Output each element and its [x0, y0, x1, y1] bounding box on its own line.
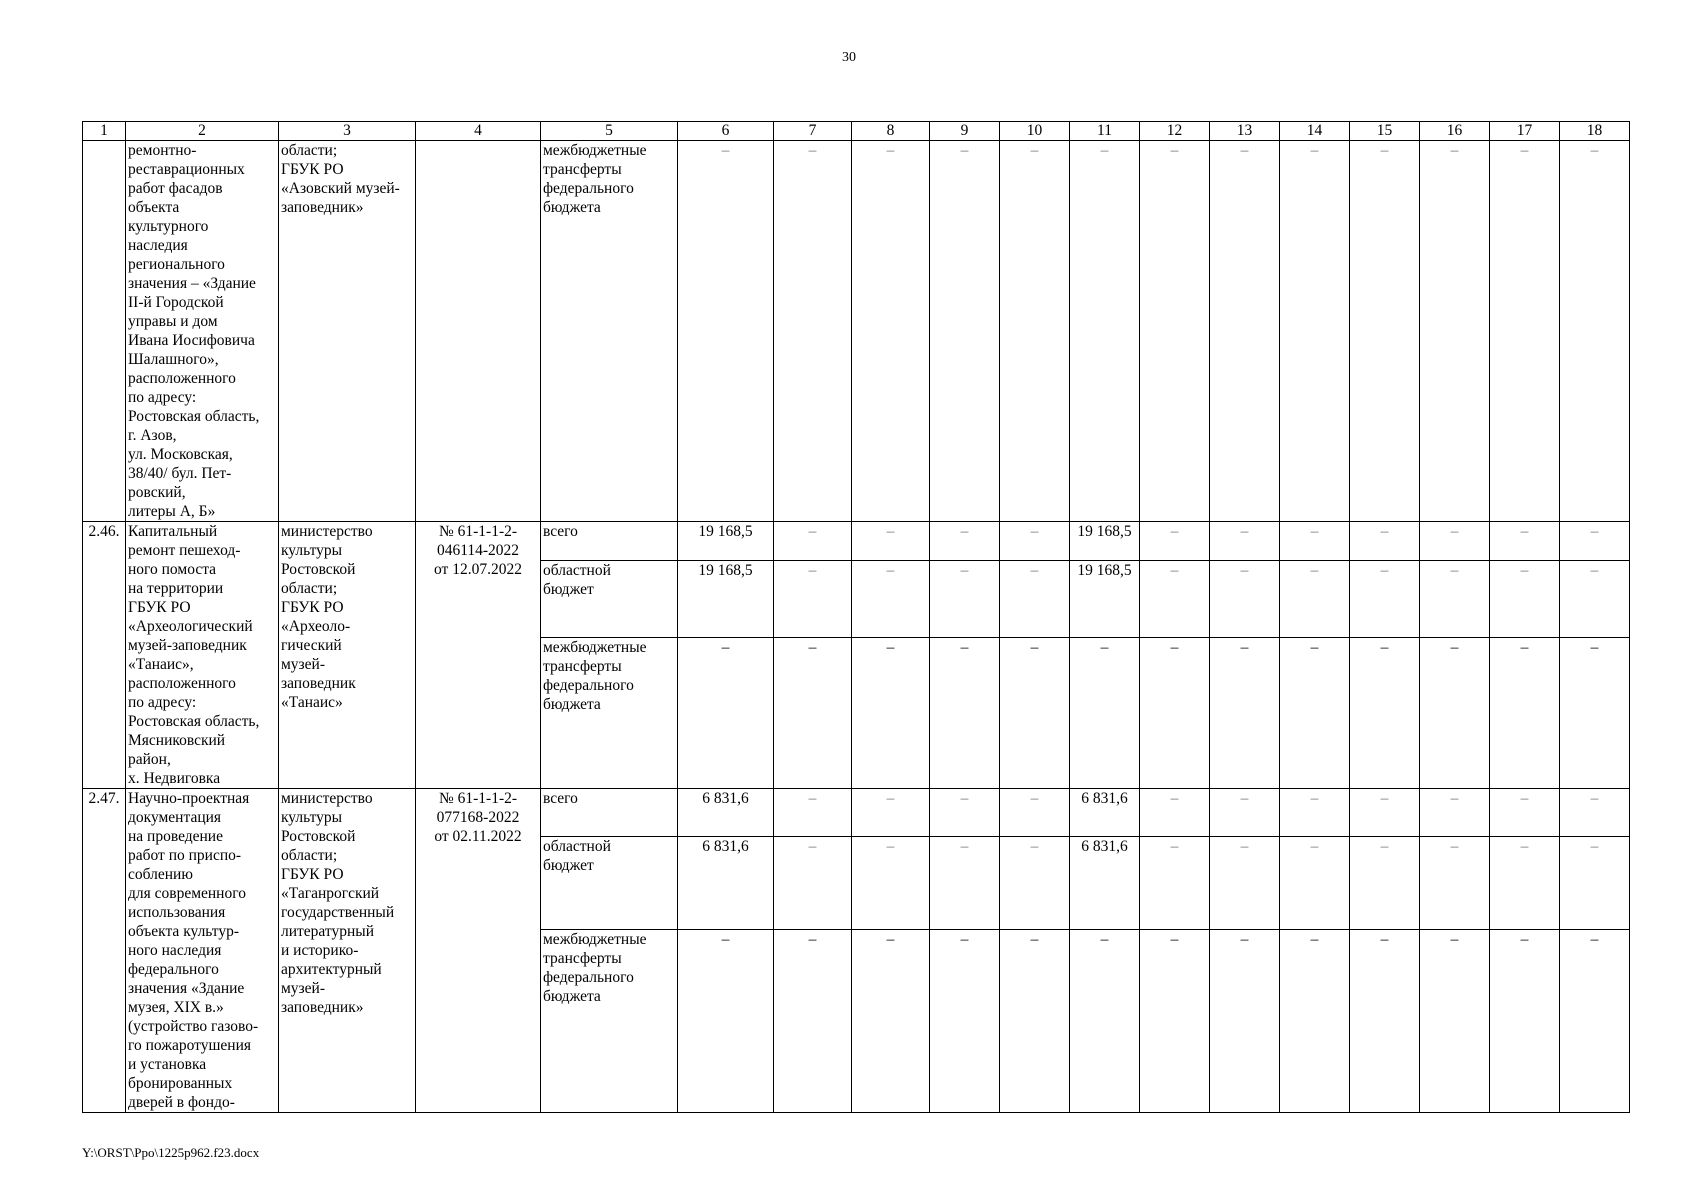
- value-cell-col-12: –: [1140, 836, 1210, 929]
- row-number-cell: 2.46.: [83, 522, 126, 789]
- value-cell-col-8: –: [852, 637, 930, 788]
- total-value-cell: –: [678, 637, 774, 788]
- column-number-3: 3: [279, 122, 416, 141]
- document-cell: [416, 141, 541, 522]
- value-cell-col-13: –: [1210, 561, 1280, 638]
- value-cell-col-8: –: [852, 522, 930, 561]
- funding-source-cell: областной бюджет: [541, 836, 678, 929]
- value-cell-col-11: –: [1070, 929, 1140, 1112]
- value-cell-col-9: –: [930, 561, 1000, 638]
- value-cell-col-7: –: [774, 637, 852, 788]
- value-cell-col-11: 19 168,5: [1070, 522, 1140, 561]
- value-cell-col-8: –: [852, 789, 930, 837]
- value-cell-col-18: –: [1560, 141, 1630, 522]
- value-cell-col-14: –: [1280, 637, 1350, 788]
- value-cell-col-18: –: [1560, 637, 1630, 788]
- column-number-7: 7: [774, 122, 852, 141]
- value-cell-col-15: –: [1350, 141, 1420, 522]
- value-cell-col-16: –: [1420, 561, 1490, 638]
- value-cell-col-7: –: [774, 789, 852, 837]
- value-cell-col-17: –: [1490, 522, 1560, 561]
- value-cell-col-16: –: [1420, 637, 1490, 788]
- value-cell-col-9: –: [930, 141, 1000, 522]
- column-number-18: 18: [1560, 122, 1630, 141]
- object-name-cell: ремонтно- реставрационных работ фасадов объекта культурного наследия регионального значения – «Здание II-й Городской управы и дом Ивана Иосифовича Шалашного», расположенного по адресу: Ростовская область, г. Азов, ул. Московская, 38/40/ бул. Пет- ровский, литеры А, Б»: [126, 141, 279, 522]
- total-value-cell: 19 168,5: [678, 522, 774, 561]
- value-cell-col-10: –: [1000, 789, 1070, 837]
- object-name-cell: Капитальный ремонт пешеход- ного помоста на территории ГБУК РО «Археологический музей-заповедник «Танаис», расположенного по адресу: Ростовская область, Мясниковский район, х. Недвиговка: [126, 522, 279, 789]
- value-cell-col-11: –: [1070, 637, 1140, 788]
- funding-source-cell: межбюджетные трансферты федерального бюджета: [541, 637, 678, 788]
- value-cell-col-13: –: [1210, 141, 1280, 522]
- value-cell-col-13: –: [1210, 836, 1280, 929]
- executor-cell: министерство культуры Ростовской области; ГБУК РО «Таганрогский государственный литературный и историко- архитектурный музей- заповедник»: [279, 789, 416, 1113]
- column-number-15: 15: [1350, 122, 1420, 141]
- value-cell-col-18: –: [1560, 836, 1630, 929]
- column-number-8: 8: [852, 122, 930, 141]
- table-row-continuation: [83, 141, 1630, 522]
- document-cell: № 61-1-1-2- 046114-2022 от 12.07.2022: [416, 522, 541, 789]
- value-cell-col-13: –: [1210, 929, 1280, 1112]
- column-number-17: 17: [1490, 122, 1560, 141]
- value-cell-col-16: –: [1420, 522, 1490, 561]
- value-cell-col-16: –: [1420, 141, 1490, 522]
- column-number-14: 14: [1280, 122, 1350, 141]
- value-cell-col-11: 6 831,6: [1070, 836, 1140, 929]
- value-cell-col-7: –: [774, 836, 852, 929]
- value-cell-col-12: –: [1140, 141, 1210, 522]
- total-value-cell: 19 168,5: [678, 561, 774, 638]
- value-cell-col-11: –: [1070, 141, 1140, 522]
- value-cell-col-17: –: [1490, 789, 1560, 837]
- value-cell-col-14: –: [1280, 929, 1350, 1112]
- value-cell-col-17: –: [1490, 141, 1560, 522]
- value-cell-col-8: –: [852, 836, 930, 929]
- column-number-2: 2: [126, 122, 279, 141]
- column-number-row: [83, 122, 1630, 141]
- executor-cell: области; ГБУК РО «Азовский музей- заповедник»: [279, 141, 416, 522]
- column-number-12: 12: [1140, 122, 1210, 141]
- object-name-cell: Научно-проектная документация на проведение работ по приспо- соблению для современного использования объекта культур- ного наследия федерального значения «Здание музея, XIX в.» (устройство газово- го пожаротушения и установка бронированных дверей в фондо-: [126, 789, 279, 1113]
- value-cell-col-9: –: [930, 836, 1000, 929]
- value-cell-col-7: –: [774, 141, 852, 522]
- column-number-9: 9: [930, 122, 1000, 141]
- value-cell-col-7: –: [774, 929, 852, 1112]
- page-number: 30: [842, 50, 856, 65]
- column-number-4: 4: [416, 122, 541, 141]
- value-cell-col-12: –: [1140, 637, 1210, 788]
- value-cell-col-13: –: [1210, 789, 1280, 837]
- value-cell-col-9: –: [930, 637, 1000, 788]
- value-cell-col-14: –: [1280, 561, 1350, 638]
- value-cell-col-17: –: [1490, 929, 1560, 1112]
- value-cell-col-12: –: [1140, 561, 1210, 638]
- total-value-cell: 6 831,6: [678, 789, 774, 837]
- value-cell-col-7: –: [774, 561, 852, 638]
- value-cell-col-10: –: [1000, 836, 1070, 929]
- column-number-16: 16: [1420, 122, 1490, 141]
- value-cell-col-18: –: [1560, 522, 1630, 561]
- column-number-6: 6: [678, 122, 774, 141]
- value-cell-col-10: –: [1000, 141, 1070, 522]
- value-cell-col-8: –: [852, 141, 930, 522]
- value-cell-col-15: –: [1350, 789, 1420, 837]
- value-cell-col-15: –: [1350, 522, 1420, 561]
- funding-source-cell: областной бюджет: [541, 561, 678, 638]
- value-cell-col-11: 19 168,5: [1070, 561, 1140, 638]
- value-cell-col-12: –: [1140, 789, 1210, 837]
- value-cell-col-12: –: [1140, 929, 1210, 1112]
- value-cell-col-14: –: [1280, 789, 1350, 837]
- value-cell-col-10: –: [1000, 561, 1070, 638]
- value-cell-col-8: –: [852, 561, 930, 638]
- value-cell-col-10: –: [1000, 522, 1070, 561]
- funding-source-cell: межбюджетные трансферты федерального бюджета: [541, 929, 678, 1112]
- column-number-10: 10: [1000, 122, 1070, 141]
- row-number-cell: 2.47.: [83, 789, 126, 1113]
- value-cell-col-18: –: [1560, 929, 1630, 1112]
- value-cell-col-15: –: [1350, 929, 1420, 1112]
- column-number-5: 5: [541, 122, 678, 141]
- row-number-cell: [83, 141, 126, 522]
- value-cell-col-14: –: [1280, 141, 1350, 522]
- table-row: [83, 522, 1630, 561]
- value-cell-col-11: 6 831,6: [1070, 789, 1140, 837]
- column-number-1: 1: [83, 122, 126, 141]
- value-cell-col-15: –: [1350, 836, 1420, 929]
- value-cell-col-9: –: [930, 522, 1000, 561]
- value-cell-col-16: –: [1420, 929, 1490, 1112]
- funding-source-cell: всего: [541, 522, 678, 561]
- value-cell-col-18: –: [1560, 561, 1630, 638]
- column-number-13: 13: [1210, 122, 1280, 141]
- value-cell-col-13: –: [1210, 522, 1280, 561]
- value-cell-col-8: –: [852, 929, 930, 1112]
- document-cell: № 61-1-1-2- 077168-2022 от 02.11.2022: [416, 789, 541, 1113]
- value-cell-col-17: –: [1490, 637, 1560, 788]
- value-cell-col-18: –: [1560, 789, 1630, 837]
- value-cell-col-15: –: [1350, 561, 1420, 638]
- funding-source-cell: межбюджетные трансферты федерального бюджета: [541, 141, 678, 522]
- value-cell-col-17: –: [1490, 561, 1560, 638]
- value-cell-col-9: –: [930, 789, 1000, 837]
- value-cell-col-14: –: [1280, 522, 1350, 561]
- value-cell-col-16: –: [1420, 789, 1490, 837]
- value-cell-col-13: –: [1210, 637, 1280, 788]
- value-cell-col-17: –: [1490, 836, 1560, 929]
- value-cell-col-10: –: [1000, 637, 1070, 788]
- budget-table: [82, 121, 1630, 1113]
- executor-cell: министерство культуры Ростовской области; ГБУК РО «Археоло- гический музей- заповедник «Танаис»: [279, 522, 416, 789]
- value-cell-col-16: –: [1420, 836, 1490, 929]
- value-cell-col-7: –: [774, 522, 852, 561]
- column-number-11: 11: [1070, 122, 1140, 141]
- total-value-cell: 6 831,6: [678, 836, 774, 929]
- table-row: [83, 789, 1630, 837]
- value-cell-col-15: –: [1350, 637, 1420, 788]
- value-cell-col-9: –: [930, 929, 1000, 1112]
- funding-source-cell: всего: [541, 789, 678, 837]
- value-cell-col-12: –: [1140, 522, 1210, 561]
- value-cell-col-10: –: [1000, 929, 1070, 1112]
- value-cell-col-6: –: [678, 141, 774, 522]
- footer-file-path: Y:\ORST\Ppo\1225p962.f23.docx: [82, 1145, 260, 1160]
- value-cell-col-14: –: [1280, 836, 1350, 929]
- total-value-cell: –: [678, 929, 774, 1112]
